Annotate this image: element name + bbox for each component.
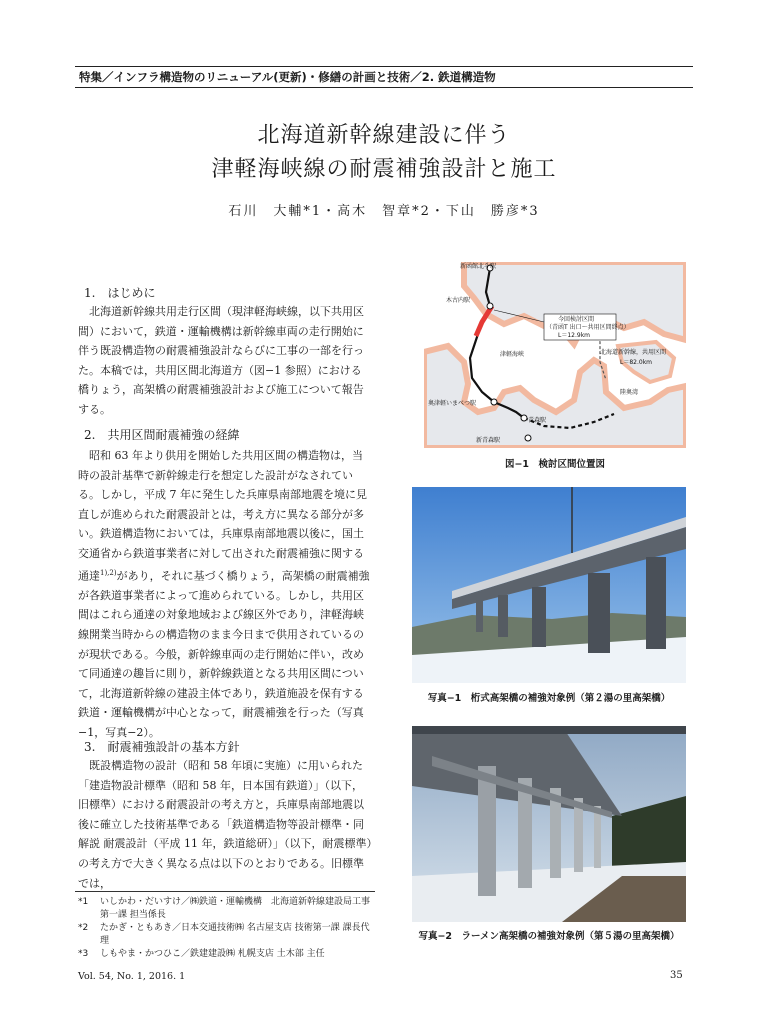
photo2-slab <box>412 726 686 734</box>
station-dot <box>525 435 531 441</box>
figure1-caption: 図−1 検討区間位置図 <box>504 459 606 470</box>
photo1-pier <box>476 600 483 632</box>
label-section-range: （青函T 出口〜共用区間終点） <box>546 324 630 331</box>
paragraph-intro-text: 北海道新幹線共用走行区間（現津軽海峡線，以下共用区間）において，鉄道・運輸機構は新幹線車両の走行開始に伴う既設構造物の耐震補強設計ならびに工事の一部を行った。本稿では，共用区間北海道方（図−1 参照）における橋りょう，高架橋の耐震補強設計および施工について報告する。 <box>78 305 364 416</box>
series-header: 特集／インフラ構造物のリニューアル(更新)・修繕の計画と技術／2. 鉄道構造物 <box>75 66 693 88</box>
author-line: 石川 大輔*1・高木 智章*2・下山 勝彦*3 <box>228 204 540 219</box>
photo1-caption: 写真−1 桁式高架橋の補強対象例（第２湯の里高架橋） <box>427 693 671 704</box>
footnote-1: *1 いしかわ・だいすけ／㈱鉄道・運輸機構 北海道新幹線建設局工事第一課 担当係長 <box>78 897 371 920</box>
photo-rigid-frame-viaduct <box>412 726 686 922</box>
page-number: 35 <box>670 970 683 981</box>
photo1-pier <box>646 557 666 649</box>
label-shared: 北海道新幹線，共用区間 <box>600 349 667 356</box>
location-map <box>424 262 686 448</box>
photo1-pier <box>532 587 546 647</box>
paragraph-intro <box>78 302 372 420</box>
article-title-line1: 北海道新幹線建設に伴う <box>257 123 511 148</box>
photo1-pier <box>588 573 610 653</box>
paragraph-background-text-a: 昭和 63 年より供用を開始した共用区間の構造物は，当時の設計基準で新幹線走行を想定した設計がなされている。しかし，平成 7 年に発生した兵庫県南部地震を境に見直しが進められた耐震設計とは，考え方に異なる部分が多い。鉄道構造物においては，兵庫県南部地震以後に，国土交通省から鉄道事業者に対して出された耐震補強に関する通達 <box>78 449 367 583</box>
label-station5: 青森駅 <box>528 417 547 424</box>
footnote-divider <box>75 891 375 892</box>
section-heading-3: 3. 耐震補強設計の基本方針 <box>84 740 240 754</box>
station-dot <box>491 399 497 405</box>
paragraph-background-text-b: があり，それに基づく橋りょう，高架橋の耐震補強が各鉄道事業者によって進められている。しかし，共用区間はこれら通達の対象地域および線区外であり，津軽海峡線開業当時からの構造物のまま今日まで供用されているのが現状である。今般，新幹線車両の走行開始に伴い，改めて同通達の趣旨に則り，新幹線鉄道となる共用区間について，北海道新幹線の建設主体であり，鉄道施設を保有する鉄道・運輸機構が中心となって，耐震補強を行った（写真−1，写真−2）。 <box>78 569 370 739</box>
label-station4: 新青森駅 <box>476 437 501 444</box>
station-dot <box>487 303 493 309</box>
station-dot <box>521 415 527 421</box>
article-title-line2: 津軽海峡線の耐震補強設計と施工 <box>211 157 557 182</box>
section-heading-2: 2. 共用区間耐震補強の経緯 <box>84 428 240 442</box>
label-station2: 木古内駅 <box>446 297 471 304</box>
paragraph-background <box>78 446 372 743</box>
section-heading-1: 1. はじめに <box>84 286 156 300</box>
photo2-column <box>518 778 532 888</box>
photo-girder-viaduct <box>412 487 686 683</box>
label-station1: 新函館北斗駅 <box>460 263 497 270</box>
photo2-caption: 写真−2 ラーメン高架橋の補強対象例（第５湯の里高架橋） <box>418 931 680 942</box>
paragraph-policy-text: 既設構造物の設計（昭和 58 年頃に実施）に用いられた「建造物設計標準（昭和 58 年，日本国有鉄道）」（以下，旧標準）における耐震設計の考え方と，兵庫県南部地震以後に確立した技術基準である「鉄道構造物等設計標準・同解説 耐震設計（平成 11 年，鉄道総研）」（以下，耐震標準）の考え方で大きく異なる点は以下のとおりである。旧標準では， <box>78 759 372 890</box>
photo2-column <box>594 806 601 868</box>
label-strait: 津軽海峡 <box>500 351 525 358</box>
footnote-2: *2 たかぎ・ともあき／日本交通技術㈱ 名古屋支店 技術第一課 課長代理 <box>78 923 370 946</box>
photo1-pier <box>498 595 508 637</box>
paragraph-policy <box>78 756 372 893</box>
footnotes <box>78 896 378 961</box>
footnote-3: *3 しもやま・かつひこ／鉄建建設㈱ 札幌支店 土木部 主任 <box>78 949 325 959</box>
reference-mark: 1),2) <box>100 568 117 577</box>
photo2-column <box>478 766 496 896</box>
journal-volume: Vol. 54, No. 1, 2016. 1 <box>78 971 186 982</box>
label-section-length: L＝12.9km <box>558 332 591 339</box>
label-shared-length: L＝82.0km <box>620 359 653 366</box>
label-station3: 奥津軽いまべつ駅 <box>428 400 477 407</box>
label-bay: 陸奥湾 <box>620 389 639 396</box>
label-section-title: 今回検討区間 <box>558 316 595 323</box>
